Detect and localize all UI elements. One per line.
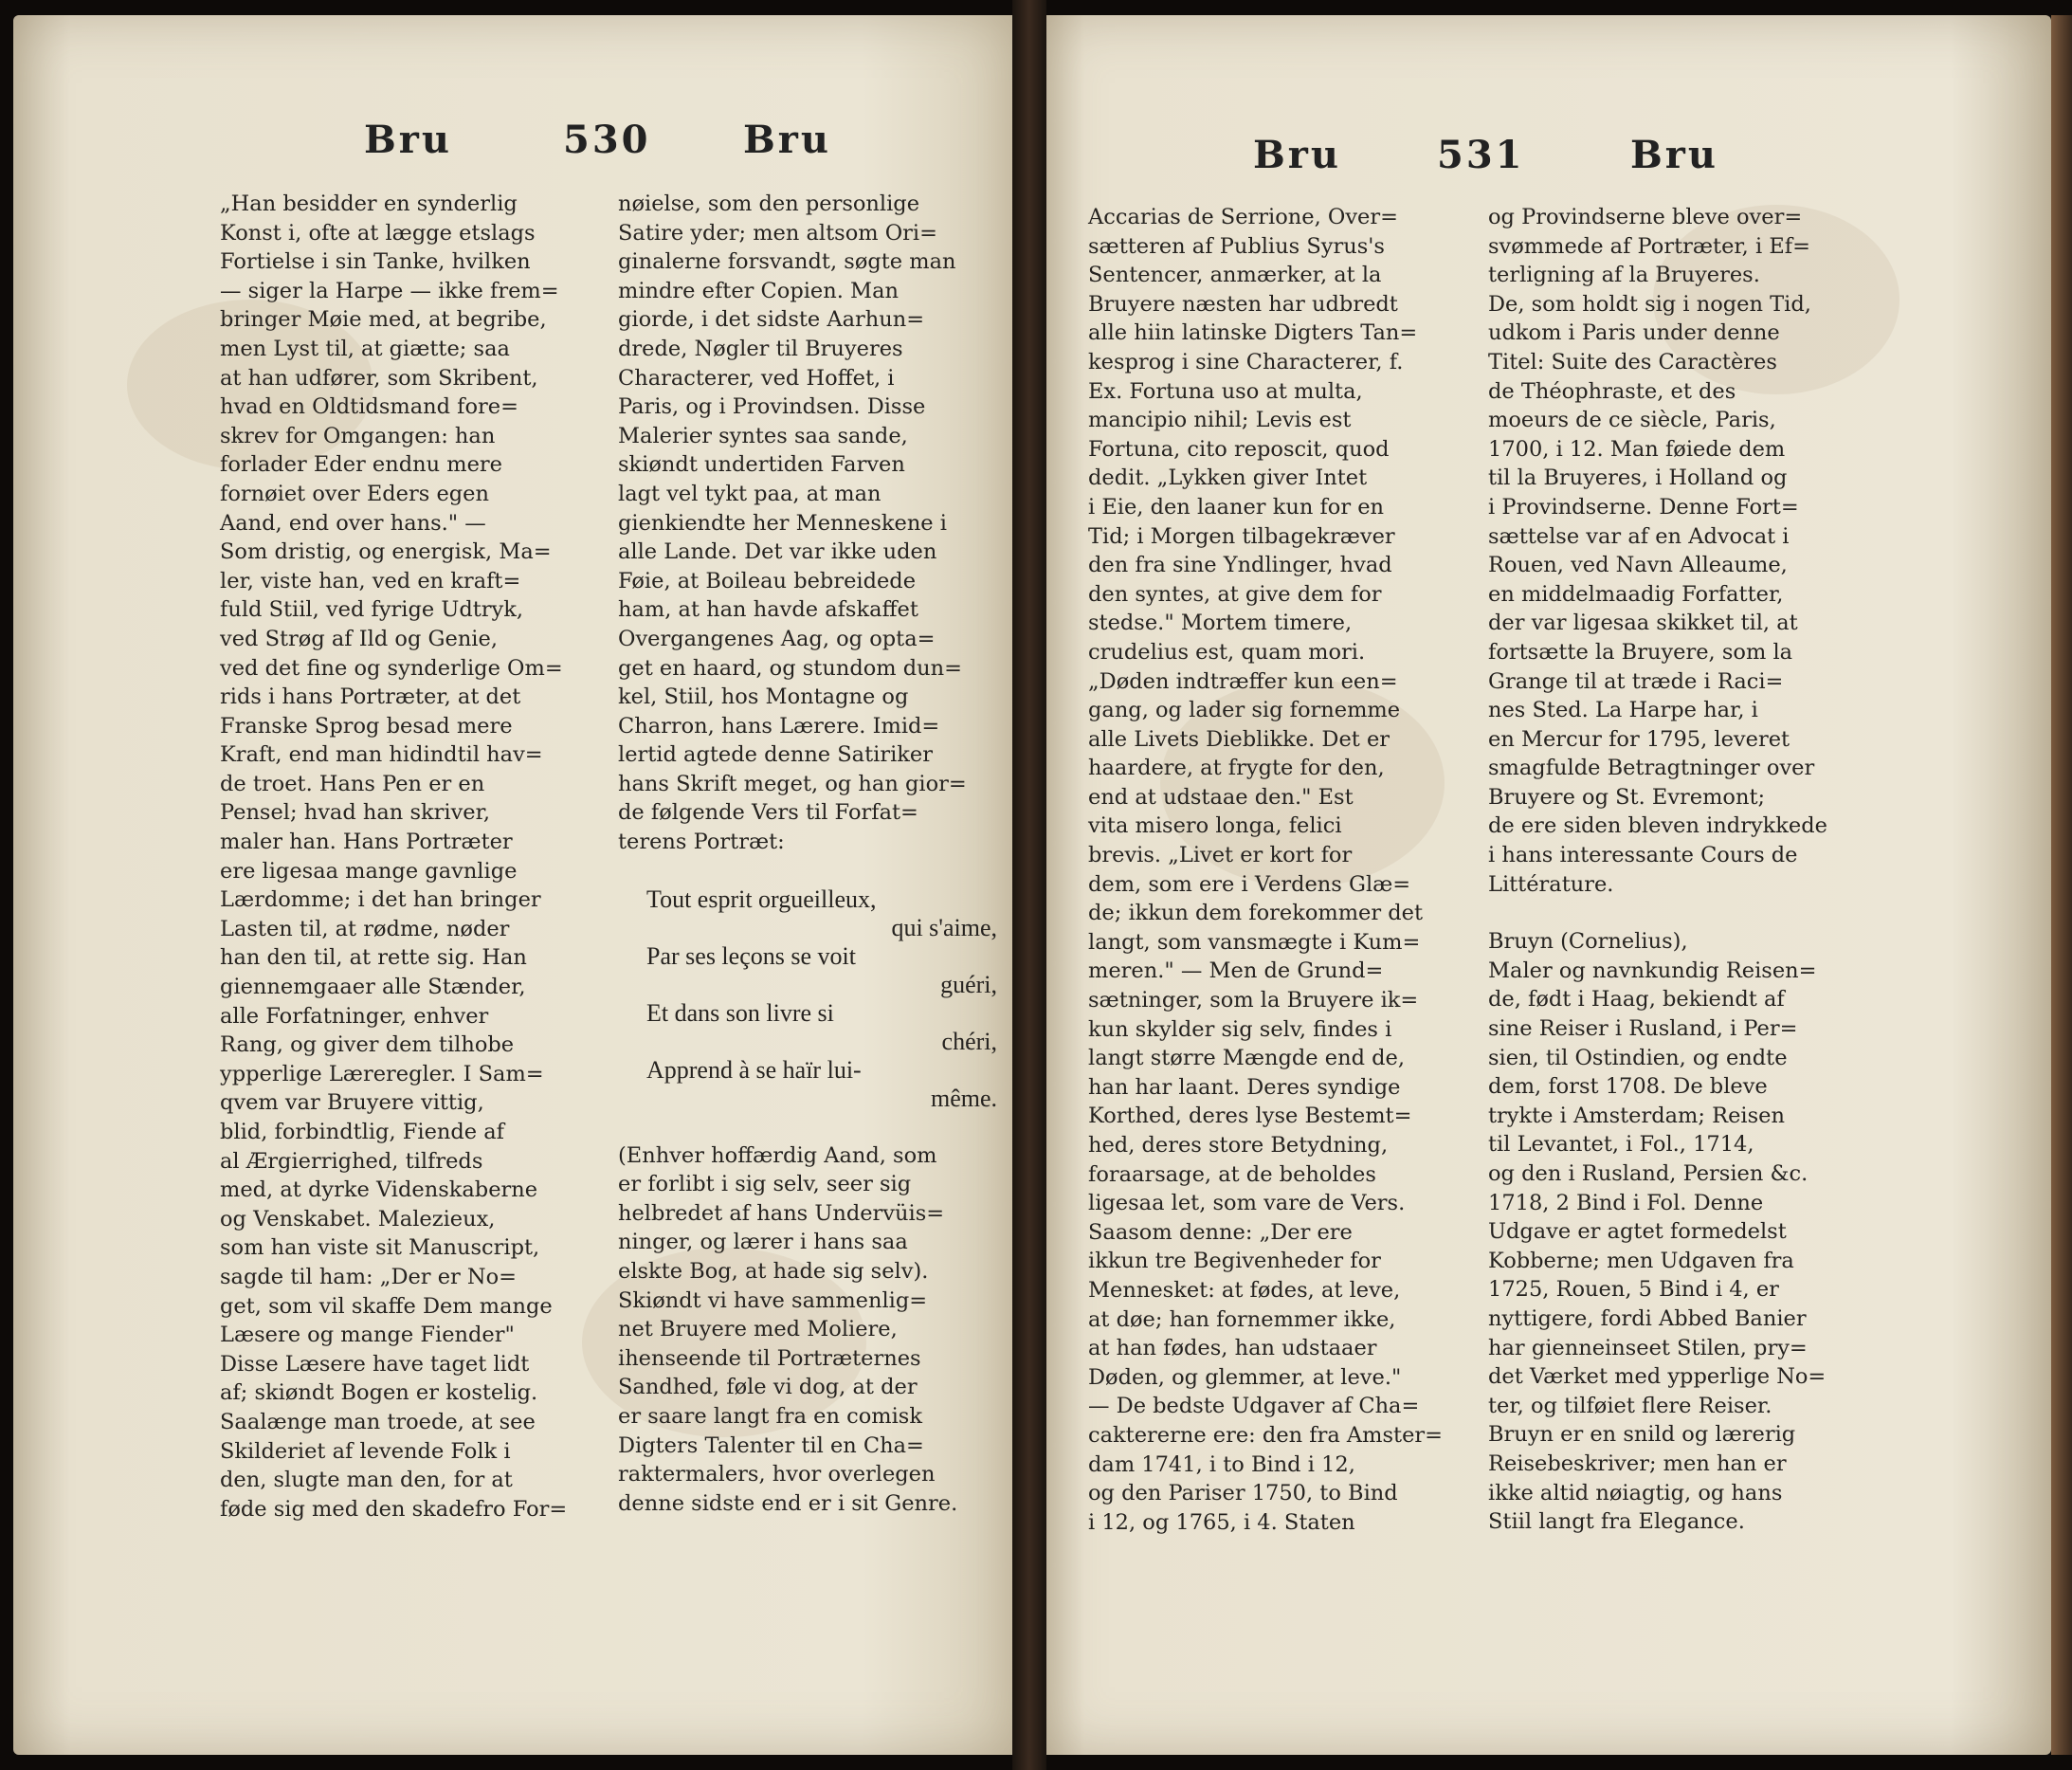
text-line: ligesaa let, som vare de Vers. bbox=[1088, 1191, 1406, 1216]
text-line: hans Skrift meget, og han gior= bbox=[618, 771, 967, 796]
text-line: Satire yder; men altsom Ori= bbox=[618, 220, 937, 246]
text-line: Bruyere næsten har udbredt bbox=[1088, 291, 1398, 317]
text-line: gienkiendte her Menneskene i bbox=[618, 510, 947, 536]
text-line: Fortielse i sin Tanke, hvilken bbox=[220, 249, 531, 275]
text-line: Døden, og glemmer, at leve." bbox=[1088, 1364, 1402, 1390]
text-line: den, slugte man den, for at bbox=[220, 1468, 513, 1493]
verse-line: Et dans son livre si bbox=[646, 998, 834, 1027]
text-line: Paris, og i Provindsen. Disse bbox=[618, 394, 926, 420]
text-line: er saare langt fra en comisk bbox=[618, 1404, 922, 1429]
text-line: — De bedste Udgaver af Cha= bbox=[1088, 1394, 1420, 1419]
text-line: ler, viste han, ved en kraft= bbox=[220, 568, 521, 593]
text-line: Malerier syntes saa sande, bbox=[618, 423, 908, 448]
verse-line: Tout esprit orgueilleux, bbox=[646, 885, 877, 913]
running-head-left: Bru bbox=[1253, 133, 1341, 177]
text-line: ihenseende til Portræternes bbox=[618, 1345, 921, 1371]
text-line: til Levantet, i Fol., 1714, bbox=[1488, 1132, 1754, 1158]
text-line: dem, forst 1708. De bleve bbox=[1488, 1074, 1768, 1100]
text-line: „Han besidder en synderlig bbox=[220, 192, 518, 216]
text-line: ninger, og lærer i hans saa bbox=[618, 1230, 908, 1255]
paragraph-gap bbox=[1488, 899, 1862, 927]
text-line: Sandhed, føle vi dog, at der bbox=[618, 1375, 918, 1400]
text-line: mancipio nihil; Levis est bbox=[1088, 408, 1352, 433]
text-line: skiøndt undertiden Farven bbox=[618, 452, 905, 478]
text-line: han har laant. Deres syndige bbox=[1088, 1074, 1401, 1100]
paragraph-gap bbox=[618, 857, 997, 885]
text-line: de, født i Haag, bekiendt af bbox=[1488, 987, 1785, 1013]
text-line: det Værket med ypperlige No= bbox=[1488, 1364, 1827, 1390]
text-line: han den til, at rette sig. Han bbox=[220, 945, 527, 971]
text-line: Bruyere og St. Evremont; bbox=[1488, 784, 1766, 810]
text-line: dem, som ere i Verdens Glæ= bbox=[1088, 871, 1411, 897]
text-line: Føie, at Boileau bebreidede bbox=[618, 568, 917, 593]
text-line: de troet. Hans Pen er en bbox=[220, 771, 485, 796]
verse-line: Par ses leçons se voit bbox=[646, 941, 856, 970]
text-line: mindre efter Copien. Man bbox=[618, 278, 899, 303]
text-line: brevis. „Livet er kort for bbox=[1088, 843, 1353, 868]
text-line: ikkun tre Begivenheder for bbox=[1088, 1249, 1381, 1274]
running-head-right: Bru bbox=[1630, 133, 1718, 177]
right-page-column-2 bbox=[1488, 203, 1862, 1537]
text-line: terens Portræt: bbox=[618, 830, 785, 855]
text-line: nyttigere, fordi Abbed Banier bbox=[1488, 1305, 1807, 1331]
text-line: kel, Stiil, hos Montagne og bbox=[618, 684, 909, 710]
text-line: Lasten til, at rødme, nøder bbox=[220, 916, 510, 941]
text-line: alle Forfatninger, enhver bbox=[220, 1003, 489, 1029]
text-line: trykte i Amsterdam; Reisen bbox=[1488, 1103, 1785, 1128]
text-line: de Théophraste, et des bbox=[1488, 378, 1736, 404]
verse-line-continuation: qui s'aime, bbox=[891, 913, 997, 941]
text-line: har gienneinseet Stilen, pry= bbox=[1488, 1335, 1808, 1360]
text-line: terligning af la Bruyeres. bbox=[1488, 263, 1760, 288]
text-line: ypperlige Læreregler. I Sam= bbox=[220, 1061, 544, 1086]
text-line: denne sidste end er i sit Genre. bbox=[618, 1490, 958, 1516]
text-line: alle Lande. Det var ikke uden bbox=[618, 539, 937, 565]
text-line: ginalerne forsvandt, søgte man bbox=[618, 249, 956, 275]
text-line: en Mercur for 1795, leveret bbox=[1488, 726, 1790, 752]
text-line: Grange til at træde i Raci= bbox=[1488, 668, 1784, 694]
text-line: ved Strøg af Ild og Genie, bbox=[220, 626, 498, 651]
text-line: Konst i, ofte at lægge etslags bbox=[220, 220, 536, 246]
text-line: lertid agtede denne Satiriker bbox=[618, 742, 933, 768]
text-line: Bruyn er en snild og lærerig bbox=[1488, 1422, 1796, 1448]
text-line: Overgangenes Aag, og opta= bbox=[618, 626, 936, 651]
text-line: bringer Møie med, at begribe, bbox=[220, 307, 547, 333]
text-line: sagde til ham: „Der er No= bbox=[220, 1264, 518, 1289]
text-line: er forlibt i sig selv, seer sig bbox=[618, 1172, 912, 1197]
text-line: crudelius est, quam mori. bbox=[1088, 639, 1366, 665]
text-line: meren." — Men de Grund= bbox=[1088, 958, 1384, 984]
text-line: med, at dyrke Videnskaberne bbox=[220, 1177, 538, 1203]
text-line: giennemgaaer alle Stænder, bbox=[220, 975, 526, 1000]
text-line: sætteren af Publius Syrus's bbox=[1088, 233, 1385, 259]
text-line: qvem var Bruyere vittig, bbox=[220, 1090, 484, 1116]
text-line: til la Bruyeres, i Holland og bbox=[1488, 465, 1788, 491]
text-line: ham, at han havde afskaffet bbox=[618, 597, 918, 623]
text-line: at han fødes, han udstaaer bbox=[1088, 1336, 1377, 1361]
text-line: en middelmaadig Forfatter, bbox=[1488, 581, 1784, 607]
text-line: at døe; han fornemmer ikke, bbox=[1088, 1306, 1396, 1332]
text-line: langt, som vansmægte i Kum= bbox=[1088, 929, 1421, 955]
running-head-left: Bru bbox=[364, 118, 452, 162]
text-line: net Bruyere med Moliere, bbox=[618, 1317, 898, 1342]
text-line: giorde, i det sidste Aarhun= bbox=[618, 307, 925, 333]
text-line: de; ikkun dem forekommer det bbox=[1088, 901, 1424, 926]
text-line: Charron, hans Lærere. Imid= bbox=[618, 713, 940, 739]
text-line: den fra sine Yndlinger, hvad bbox=[1088, 553, 1392, 578]
book-spine bbox=[1012, 0, 1046, 1770]
text-line: rids i hans Portræter, at det bbox=[220, 684, 521, 710]
text-line: Kobberne; men Udgaven fra bbox=[1488, 1248, 1794, 1273]
text-line: Characterer, ved Hoffet, i bbox=[618, 365, 895, 391]
text-line: 1725, Rouen, 5 Bind i 4, er bbox=[1488, 1277, 1779, 1303]
text-line: de følgende Vers til Forfat= bbox=[618, 800, 918, 826]
text-line: „Døden indtræffer kun een= bbox=[1088, 668, 1398, 694]
text-line: lagt vel tykt paa, at man bbox=[618, 481, 882, 506]
text-line: svømmede af Portræter, i Ef= bbox=[1488, 233, 1810, 259]
right-page-column-1 bbox=[1088, 203, 1458, 1537]
text-line: 1700, i 12. Man føiede dem bbox=[1488, 436, 1786, 462]
paragraph-gap bbox=[618, 1113, 997, 1141]
text-line: langt større Mængde end de, bbox=[1088, 1046, 1405, 1071]
text-line: Bruyn (Cornelius), bbox=[1488, 929, 1688, 955]
left-page bbox=[13, 15, 1012, 1755]
text-line: i Provindserne. Denne Fort= bbox=[1488, 494, 1799, 520]
text-line: og Provindserne bleve over= bbox=[1488, 205, 1803, 229]
text-line: af; skiøndt Bogen er kostelig. bbox=[220, 1380, 538, 1406]
text-line: sine Reiser i Rusland, i Per= bbox=[1488, 1016, 1798, 1042]
text-line: Tid; i Morgen tilbagekræver bbox=[1088, 523, 1395, 549]
text-line: ikke altid nøiagtig, og hans bbox=[1488, 1480, 1783, 1505]
text-line: dam 1741, i to Bind i 12, bbox=[1088, 1451, 1355, 1477]
text-line: føde sig med den skadefro For= bbox=[220, 1496, 568, 1522]
text-line: vita misero longa, felici bbox=[1088, 813, 1342, 839]
right-page bbox=[1046, 15, 2051, 1755]
text-line: at han udfører, som Skribent, bbox=[220, 365, 538, 391]
text-line: Saasom denne: „Der ere bbox=[1088, 1219, 1353, 1245]
text-line: de ere siden bleven indrykkede bbox=[1488, 813, 1827, 839]
text-line: Rang, og giver dem tilhobe bbox=[220, 1032, 515, 1058]
text-line: i Eie, den laaner kun for en bbox=[1088, 494, 1385, 520]
text-line: forlader Eder endnu mere bbox=[220, 452, 502, 478]
text-line: og Venskabet. Malezieux, bbox=[220, 1206, 496, 1232]
text-line: nes Sted. La Harpe har, i bbox=[1488, 698, 1758, 723]
text-line: kesprog i sine Characterer, f. bbox=[1088, 349, 1404, 374]
text-line: Reisebeskriver; men han er bbox=[1488, 1451, 1787, 1476]
text-line: haardere, at frygte for den, bbox=[1088, 756, 1385, 781]
text-line: moeurs de ce siècle, Paris, bbox=[1488, 408, 1776, 433]
text-line: Skiøndt vi have sammenlig= bbox=[618, 1287, 928, 1313]
text-line: Littérature. bbox=[1488, 871, 1614, 897]
text-line: Aand, end over hans." — bbox=[220, 510, 486, 536]
running-head-right: Bru bbox=[743, 118, 831, 162]
verse-line-continuation: chéri, bbox=[941, 1027, 997, 1055]
text-line: ere ligesaa mange gavnlige bbox=[220, 858, 518, 884]
text-line: i hans interessante Cours de bbox=[1488, 843, 1798, 868]
text-line: Disse Læsere have taget lidt bbox=[220, 1351, 530, 1377]
text-line: Skilderiet af levende Folk i bbox=[220, 1438, 511, 1464]
page-number: 531 bbox=[1437, 133, 1525, 177]
text-line: Saalænge man troede, at see bbox=[220, 1409, 536, 1434]
text-line: fuld Stiil, ved fyrige Udtryk, bbox=[220, 597, 524, 623]
text-line: elskte Bog, at hade sig selv). bbox=[618, 1259, 929, 1285]
text-line: men Lyst til, at giætte; saa bbox=[220, 336, 510, 361]
text-line: smagfulde Betragtninger over bbox=[1488, 756, 1815, 781]
text-line: udkom i Paris under denne bbox=[1488, 320, 1780, 346]
text-line: Kraft, end man hidindtil hav= bbox=[220, 742, 543, 768]
text-line: dedit. „Lykken giver Intet bbox=[1088, 465, 1368, 491]
text-line: — siger la Harpe — ikke frem= bbox=[220, 278, 559, 303]
text-line: fortsætte la Bruyere, som la bbox=[1488, 639, 1793, 665]
text-line: som han viste sit Manuscript, bbox=[220, 1235, 540, 1261]
page-number: 530 bbox=[563, 118, 651, 162]
text-line: den syntes, at give dem for bbox=[1088, 581, 1382, 607]
french-verse bbox=[618, 885, 997, 1113]
text-line: Lærdomme; i det han bringer bbox=[220, 887, 541, 913]
text-line: alle hiin latinske Digters Tan= bbox=[1088, 320, 1418, 346]
text-line: Udgave er agtet formedelst bbox=[1488, 1219, 1787, 1245]
text-line: Accarias de Serrione, Over= bbox=[1088, 205, 1398, 229]
text-line: Pensel; hvad han skriver, bbox=[220, 800, 491, 826]
text-line: Som dristig, og energisk, Ma= bbox=[220, 539, 552, 565]
text-line: helbredet af hans Undervüis= bbox=[618, 1200, 945, 1226]
verse-line-continuation: guéri, bbox=[940, 970, 997, 998]
text-line: og den i Rusland, Persien &c. bbox=[1488, 1161, 1808, 1186]
text-line: stedse." Mortem timere, bbox=[1088, 611, 1353, 636]
text-line: ved det fine og synderlige Om= bbox=[220, 655, 563, 681]
text-line: sættelse var af en Advocat i bbox=[1488, 523, 1790, 549]
text-line: Korthed, deres lyse Bestemt= bbox=[1088, 1104, 1412, 1129]
text-line: gang, og lader sig fornemme bbox=[1088, 698, 1401, 723]
text-line: i 12, og 1765, i 4. Staten bbox=[1088, 1509, 1355, 1535]
text-line: (Enhver hoffærdig Aand, som bbox=[618, 1142, 937, 1168]
text-line: Titel: Suite des Caractères bbox=[1488, 349, 1777, 374]
text-line: sætninger, som la Bruyere ik= bbox=[1088, 988, 1419, 1013]
text-line: Maler og navnkundig Reisen= bbox=[1488, 958, 1817, 983]
text-line: fornøiet over Eders egen bbox=[220, 481, 489, 506]
text-line: Digters Talenter til en Cha= bbox=[618, 1432, 924, 1458]
text-line: alle Livets Dieblikke. Det er bbox=[1088, 726, 1390, 752]
text-line: Sentencer, anmærker, at la bbox=[1088, 263, 1382, 288]
text-line: Ex. Fortuna uso at multa, bbox=[1088, 378, 1363, 404]
text-line: nøielse, som den personlige bbox=[618, 192, 920, 216]
text-line: Rouen, ved Navn Alleaume, bbox=[1488, 553, 1788, 578]
text-line: al Ærgierrighed, tilfreds bbox=[220, 1148, 483, 1174]
text-line: De, som holdt sig i nogen Tid, bbox=[1488, 291, 1811, 317]
text-line: drede, Nøgler til Bruyeres bbox=[618, 336, 903, 361]
text-line: foraarsage, at de beholdes bbox=[1088, 1161, 1376, 1187]
text-line: sien, til Ostindien, og endte bbox=[1488, 1045, 1788, 1070]
text-line: Læsere og mange Fiender" bbox=[220, 1323, 515, 1348]
text-line: maler han. Hans Portræter bbox=[220, 830, 513, 855]
text-line: Stiil langt fra Elegance. bbox=[1488, 1509, 1745, 1535]
text-line: hvad en Oldtidsmand fore= bbox=[220, 394, 518, 420]
left-page-column-2 bbox=[618, 190, 997, 1518]
text-line: hed, deres store Betydning, bbox=[1088, 1133, 1389, 1158]
left-page-column-1 bbox=[220, 190, 599, 1524]
text-line: Fortuna, cito reposcit, quod bbox=[1088, 436, 1390, 462]
text-line: 1718, 2 Bind i Fol. Denne bbox=[1488, 1190, 1764, 1215]
text-line: get, som vil skaffe Dem mange bbox=[220, 1293, 553, 1319]
text-line: blid, forbindtlig, Fiende af bbox=[220, 1120, 504, 1144]
text-line: kun skylder sig selv, findes i bbox=[1088, 1016, 1392, 1042]
verse-line: Apprend à se haïr lui- bbox=[646, 1055, 862, 1084]
text-line: skrev for Omgangen: han bbox=[220, 423, 496, 448]
text-line: Mennesket: at fødes, at leve, bbox=[1088, 1277, 1401, 1303]
text-line: end at udstaae den." Est bbox=[1088, 784, 1354, 810]
text-line: ter, og tilføiet flere Reiser. bbox=[1488, 1393, 1772, 1418]
text-line: get en haard, og stundom dun= bbox=[618, 655, 962, 681]
text-line: raktermalers, hvor overlegen bbox=[618, 1462, 936, 1487]
text-line: Franske Sprog besad mere bbox=[220, 713, 513, 739]
text-line: der var ligesaa skikket til, at bbox=[1488, 611, 1798, 636]
text-line: caktererne ere: den fra Amster= bbox=[1088, 1422, 1444, 1448]
text-line: og den Pariser 1750, to Bind bbox=[1088, 1481, 1398, 1506]
verse-line-continuation: même. bbox=[930, 1084, 997, 1112]
